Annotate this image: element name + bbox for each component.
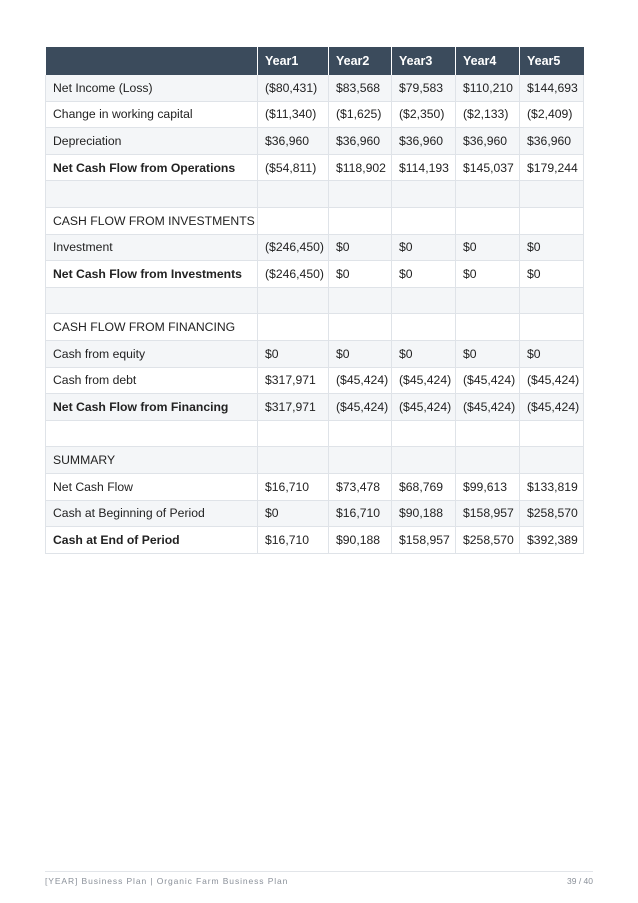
row-value	[329, 181, 392, 208]
row-value	[258, 420, 329, 447]
row-value: $144,693	[520, 75, 584, 101]
row-value	[520, 207, 584, 234]
row-value: $36,960	[258, 128, 329, 155]
row-label: Change in working capital	[46, 101, 258, 128]
header-row	[46, 47, 584, 75]
row-label: Net Cash Flow from Operations	[46, 154, 258, 181]
row-value	[520, 314, 584, 341]
row-value: $110,210	[456, 75, 520, 101]
table-row	[46, 420, 584, 447]
row-value: $16,710	[258, 473, 329, 500]
row-label: CASH FLOW FROM INVESTMENTS	[46, 207, 258, 234]
row-value	[329, 447, 392, 474]
table-row	[46, 447, 584, 474]
footer-divider	[45, 871, 593, 872]
row-value: $68,769	[392, 473, 456, 500]
row-value: ($45,424)	[520, 394, 584, 421]
row-value: $16,710	[258, 527, 329, 554]
table-row	[46, 394, 584, 421]
row-value: $16,710	[329, 500, 392, 527]
row-value: $0	[456, 261, 520, 288]
row-value: $90,188	[392, 500, 456, 527]
row-value: $0	[329, 261, 392, 288]
header-cell-year: Year5	[520, 47, 584, 75]
row-value: $0	[258, 340, 329, 367]
row-value: $36,960	[392, 128, 456, 155]
row-value: ($246,450)	[258, 261, 329, 288]
row-value	[392, 287, 456, 314]
row-value	[456, 287, 520, 314]
row-value: $0	[392, 234, 456, 261]
table-row	[46, 207, 584, 234]
row-value: $73,478	[329, 473, 392, 500]
header-cell-year: Year4	[456, 47, 520, 75]
row-value	[456, 420, 520, 447]
table-row	[46, 340, 584, 367]
row-value: ($45,424)	[329, 367, 392, 394]
row-value: $0	[520, 340, 584, 367]
row-value	[258, 181, 329, 208]
row-label: SUMMARY	[46, 447, 258, 474]
row-value: $317,971	[258, 367, 329, 394]
row-value: $0	[329, 234, 392, 261]
row-value: $0	[520, 261, 584, 288]
row-value	[392, 447, 456, 474]
row-value: $36,960	[329, 128, 392, 155]
row-value	[258, 447, 329, 474]
cash-flow-table	[45, 47, 584, 554]
row-value: $118,902	[329, 154, 392, 181]
row-value: ($2,350)	[392, 101, 456, 128]
row-value: $317,971	[258, 394, 329, 421]
table-row	[46, 181, 584, 208]
row-label: Net Cash Flow	[46, 473, 258, 500]
row-value: $0	[456, 340, 520, 367]
header-cell-year: Year3	[392, 47, 456, 75]
footer-document-title: [YEAR] Business Plan | Organic Farm Business Plan	[45, 876, 289, 886]
row-value	[258, 314, 329, 341]
row-value: $0	[258, 500, 329, 527]
table-row	[46, 287, 584, 314]
row-value: $99,613	[456, 473, 520, 500]
row-value: ($2,133)	[456, 101, 520, 128]
table-row	[46, 234, 584, 261]
row-value	[329, 207, 392, 234]
row-value: $145,037	[456, 154, 520, 181]
row-value: $83,568	[329, 75, 392, 101]
row-value: $114,193	[392, 154, 456, 181]
row-value	[520, 447, 584, 474]
row-value: $258,570	[456, 527, 520, 554]
row-label: Investment	[46, 234, 258, 261]
row-value: $0	[392, 340, 456, 367]
row-value	[456, 447, 520, 474]
row-value	[392, 181, 456, 208]
row-value: $133,819	[520, 473, 584, 500]
row-value: $258,570	[520, 500, 584, 527]
row-value	[258, 287, 329, 314]
row-value	[456, 207, 520, 234]
row-value	[329, 420, 392, 447]
row-label	[46, 287, 258, 314]
footer-page-number: 39 / 40	[567, 876, 593, 886]
row-value: ($45,424)	[456, 394, 520, 421]
table-row	[46, 75, 584, 101]
row-value: $36,960	[456, 128, 520, 155]
row-label: Depreciation	[46, 128, 258, 155]
row-label: Cash from debt	[46, 367, 258, 394]
row-value	[392, 207, 456, 234]
table-row	[46, 367, 584, 394]
row-label: Net Cash Flow from Investments	[46, 261, 258, 288]
row-value: $158,957	[456, 500, 520, 527]
table-row	[46, 154, 584, 181]
row-value: ($1,625)	[329, 101, 392, 128]
row-value: ($45,424)	[329, 394, 392, 421]
table-row	[46, 261, 584, 288]
row-value: ($45,424)	[520, 367, 584, 394]
header-cell-year: Year1	[258, 47, 329, 75]
row-value: $179,244	[520, 154, 584, 181]
table-row	[46, 314, 584, 341]
row-label	[46, 420, 258, 447]
table-header	[46, 47, 584, 75]
row-value: ($11,340)	[258, 101, 329, 128]
table-row	[46, 128, 584, 155]
table-row	[46, 101, 584, 128]
row-value	[329, 314, 392, 341]
row-value: ($45,424)	[392, 367, 456, 394]
row-value: $36,960	[520, 128, 584, 155]
row-label: Cash at End of Period	[46, 527, 258, 554]
table-row	[46, 473, 584, 500]
row-value	[456, 314, 520, 341]
row-value: $0	[456, 234, 520, 261]
row-value	[520, 287, 584, 314]
row-value: ($45,424)	[392, 394, 456, 421]
table-row	[46, 500, 584, 527]
row-value	[456, 181, 520, 208]
row-value: $90,188	[329, 527, 392, 554]
row-value: ($80,431)	[258, 75, 329, 101]
row-value	[520, 420, 584, 447]
row-value	[520, 181, 584, 208]
header-cell-label	[46, 47, 258, 75]
row-label: Cash at Beginning of Period	[46, 500, 258, 527]
table-body	[46, 75, 584, 553]
row-value: $0	[392, 261, 456, 288]
header-cell-year: Year2	[329, 47, 392, 75]
row-value: $158,957	[392, 527, 456, 554]
row-value: $0	[329, 340, 392, 367]
row-label: Cash from equity	[46, 340, 258, 367]
row-value	[392, 420, 456, 447]
row-label	[46, 181, 258, 208]
row-value	[258, 207, 329, 234]
row-value	[392, 314, 456, 341]
row-value: ($246,450)	[258, 234, 329, 261]
row-value: $392,389	[520, 527, 584, 554]
row-value: ($2,409)	[520, 101, 584, 128]
row-value: $79,583	[392, 75, 456, 101]
row-value: ($45,424)	[456, 367, 520, 394]
row-label: Net Income (Loss)	[46, 75, 258, 101]
row-label: Net Cash Flow from Financing	[46, 394, 258, 421]
row-label: CASH FLOW FROM FINANCING	[46, 314, 258, 341]
row-value	[329, 287, 392, 314]
table-row	[46, 527, 584, 554]
row-value: ($54,811)	[258, 154, 329, 181]
row-value: $0	[520, 234, 584, 261]
